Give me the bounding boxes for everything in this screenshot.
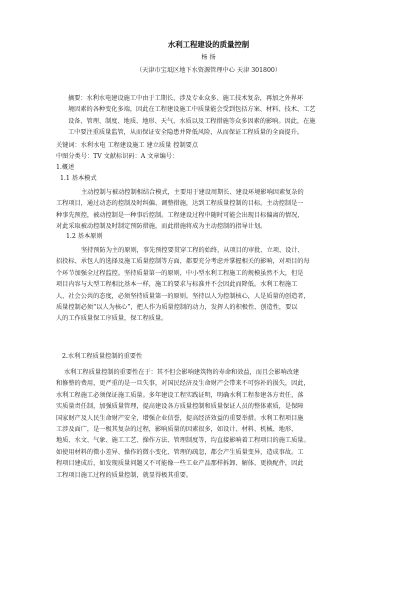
abstract-line: 工中要注重质量监管，从而保证安全隐患并降低风险，从而保证工程质量的全面提升。 xyxy=(68,129,304,137)
body-line: 工程项目施工过程的质量控制，就显得极其重要。 xyxy=(56,471,193,479)
classification-line: 中图分类号：TV 文献标识码：A 文章编号： xyxy=(56,153,179,160)
abstract-line: 境因素的各种变化多端，因此在工程建设施工中质量能会受到包括方案、材料、技术、工艺 xyxy=(68,106,316,114)
section-1-1-heading: 1.1 基本模式 xyxy=(60,175,97,182)
body-line: 人、社会公共的态度，必须坚持质量第一的原则。坚持以人为控制核心，人是质量的创造者， xyxy=(56,292,310,300)
section-1-1-body xyxy=(56,187,378,233)
body-line: 如使用材料的微小差异、操作的微小变化、管理的疏忽，都会产生质量变异，造成事故。工 xyxy=(56,448,304,456)
paper-title: 水利工程建设的质量控制 xyxy=(167,40,250,49)
body-line: 地质、水文、气象、施工工艺、操作方法、管理制度等，均直接影响着工程项目的施工质量。 xyxy=(56,437,310,445)
section-2-heading: 2.水利工程质量控制的重要性 xyxy=(62,353,143,360)
body-line: 个环节加强全过程监控。坚持质量第一的原则，中小型水利工程施工的规模虽然不大，但是 xyxy=(56,269,304,277)
author-name: 杨 扬 xyxy=(201,54,216,61)
body-line: 质量控制必须“以人为核心”，把人作为质量控制的动力，发挥人的积极性、创造性，要以 xyxy=(56,304,298,312)
body-line: 项目内容与大型工程相比基本一样，施工的要求与标准并不会因此而降低。水利工程施工 xyxy=(56,281,298,289)
section-1-2-body xyxy=(56,245,378,325)
body-line: 工程项目，通过动态的控制及时纠偏、调整措施，达到工程质量控制的目标。主动控制是一 xyxy=(56,200,304,208)
section-1-2-heading: 1.2 基本原则 xyxy=(66,233,103,240)
abstract-line: 设备、管理、制度、地质、地形、天气、水质以及工程措施等众多因素的影响。因此，在施 xyxy=(68,117,316,125)
abstract-block xyxy=(68,93,378,139)
body-line: 种事先预控，被动控制是一种事后控制。工程建设过程中随时可能会出现目标偏离的情况， xyxy=(56,211,304,219)
body-line: 坚持预防为主的原则，事先预控要贯穿工程的始终，从项目的审批、立项、设计、 xyxy=(81,247,304,254)
body-line: 招投标、承包人的选择及施工质量控制等方面，都要充分考虑并掌握相关的影响，对项目的每 xyxy=(56,258,310,266)
section-1-heading: 1.概述 xyxy=(56,164,75,171)
body-line: 国家财产及人民生命财产安全，增强企业信誉，提高经济效益的重要举措。水利工程项目施 xyxy=(56,414,304,422)
body-line: 水利工程质量控制的重要性在于：其不但会影响建筑物的寿命和效益，而且会影响改建 xyxy=(64,369,300,376)
body-line: 程项目建成后，如发现质量问题又不可能像一些工业产品那样拆卸、解体、更换配件，因此 xyxy=(56,460,304,468)
body-line: 水利工程施工必须保证施工质量。多年建设工程实践证明，明确水利工程参建各方责任，落 xyxy=(56,391,304,399)
body-line: 人的工作质量保工序质量，保工程质量。 xyxy=(56,315,168,323)
keywords-line: 关键词：水利水电 工程建设施工 建立质量 控制要点 xyxy=(56,142,199,149)
body-line: 和修整的费用，更严重的是一旦失事，对国民经济及生命财产会带来不可弥补的损失，因此， xyxy=(56,380,310,388)
body-line: 工涉及面广，是一极其复杂的过程，影响质量的因素很多，如设计、材料、机械、地形、 xyxy=(56,426,298,434)
section-2-body xyxy=(56,367,378,481)
author-affiliation: （天津市宝坻区地下水资源管理中心 天津 301800） xyxy=(135,67,282,74)
abstract-line: 摘要：水利水电建设施工中由于工期长、涉及专业众多、施工技术复杂，再加之外界环 xyxy=(68,95,304,102)
body-line: 实质量责任制，加强质量管理，提高建设各方质量控制和质量保证人员的整体素质，是保障 xyxy=(56,403,304,411)
body-line: 对此采取被动控制及时制定预防措施，而此措施将成为主动控制的指导计划。 xyxy=(56,223,267,231)
body-line: 主动控制与被动控制相结合模式，主要用于建设周期长、建设环境影响因素复杂的 xyxy=(81,189,304,196)
